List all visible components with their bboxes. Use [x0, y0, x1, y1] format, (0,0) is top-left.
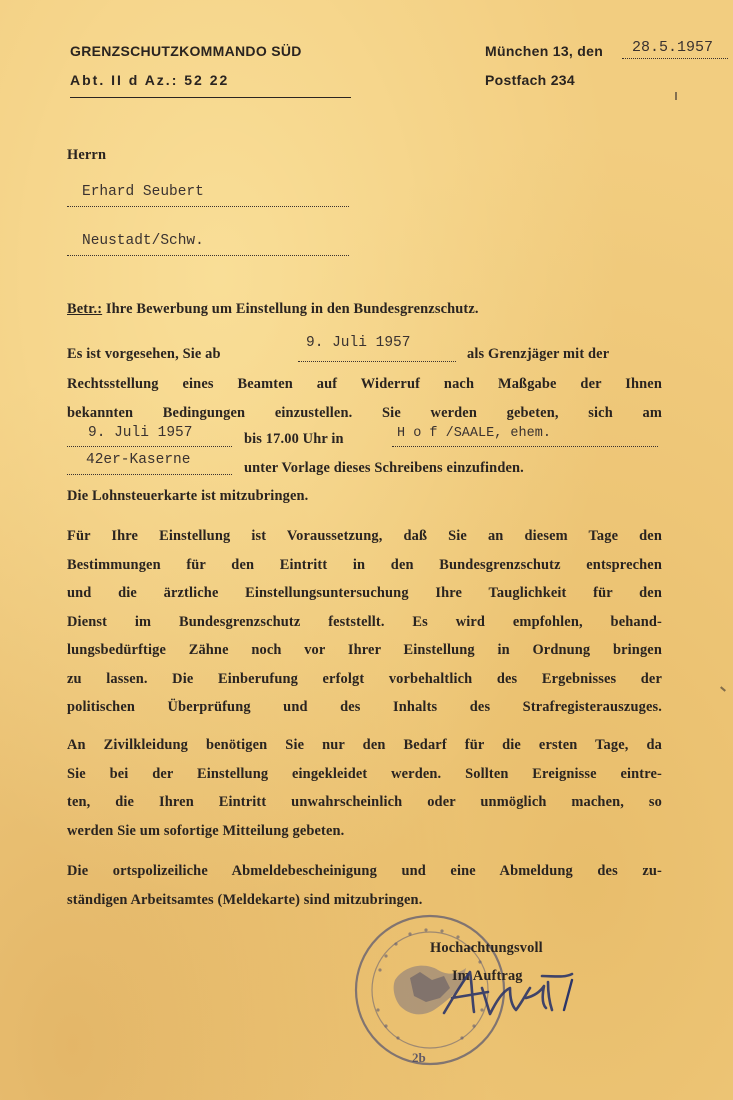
location-line [392, 446, 658, 447]
para3-line: ten, die Ihren Eintritt unwahrscheinlich oder unmöglich machen, so [67, 794, 662, 810]
para4-line: Die ortspolizeiliche Abmeldebescheinigung und eine Abmeldung des zu- [67, 863, 662, 879]
para2-line: politischen Überprüfung und des Inhalts des Strafregisterauszuges. [67, 699, 662, 715]
address-line-1 [67, 206, 349, 207]
handwritten-signature [430, 958, 590, 1028]
para1-line4-a: bis 17.00 Uhr in [244, 431, 344, 447]
report-location: H o f /SAALE, ehem. [397, 426, 551, 441]
para3-line: Sie bei der Einstellung eingekleidet werden. Sollten Ereignisse eintre- [67, 765, 662, 782]
postbox: Postfach 234 [485, 72, 575, 88]
place-date-label: München 13, den [485, 43, 604, 59]
authority-name: GRENZSCHUTZKOMMANDO SÜD [70, 43, 302, 59]
address-line-2 [67, 255, 349, 256]
subject-line [67, 301, 479, 318]
para2-line: und die ärztliche Einstellungsuntersuchung Ihre Tauglichkeit für den [67, 585, 662, 601]
addressee-name: Erhard Seubert [82, 184, 204, 200]
addressee-town: Neustadt/Schw. [82, 233, 204, 249]
letter-date: 28.5.1957 [632, 39, 714, 56]
start-date: 9. Juli 1957 [306, 335, 411, 351]
para1-line1-a: Es ist vorgesehen, Sie ab [67, 346, 221, 362]
para3-line: An Zivilkleidung benötigen Sie nur den Bedarf für die ersten Tage, da [67, 737, 662, 753]
barracks: 42er-Kaserne [86, 452, 191, 468]
on-behalf: Im Auftrag [452, 968, 523, 984]
para4-block [67, 857, 662, 914]
stamp-number: 2b [412, 1050, 426, 1065]
para1-block [67, 370, 662, 427]
subject-text: Ihre Bewerbung um Einstellung in den Bundesgrenzschutz. [105, 301, 479, 317]
salutation: Herrn [67, 147, 107, 163]
para1-line6: Die Lohnsteuerkarte ist mitzubringen. [67, 488, 309, 504]
para3-block [67, 731, 662, 845]
para1-line2: Rechtsstellung eines Beamten auf Widerruf nach Maßgabe der Ihnen [67, 376, 662, 392]
report-date: 9. Juli 1957 [88, 425, 193, 441]
closing-greeting: Hochachtungsvoll [430, 940, 543, 956]
start-date-line [298, 361, 456, 362]
para1-line3: bekannten Bedingungen einzustellen. Sie werden gebeten, sich am [67, 404, 662, 421]
scan-mark [720, 686, 726, 691]
scan-mark [675, 92, 677, 100]
date-dotted-line [622, 58, 728, 59]
report-date-line [67, 446, 232, 447]
para2-line: zu lassen. Die Einberufung erfolgt vorbehaltlich des Ergebnisses der [67, 670, 662, 687]
subject-label: Betr.: [67, 301, 103, 317]
para4-line: ständigen Arbeitsamtes (Meldekarte) sind mitzubringen. [67, 891, 423, 908]
para1-line1-b: als Grenzjäger mit der [467, 346, 610, 362]
header-rule [70, 97, 351, 98]
para2-line: Bestimmungen für den Eintritt in den Bundesgrenzschutz entsprechen [67, 556, 662, 573]
para3-line: werden Sie um sofortige Mitteilung gebeten. [67, 822, 345, 839]
reference-number: Abt. II d Az.: 52 22 [70, 72, 230, 88]
para1-line5: unter Vorlage dieses Schreibens einzufinden. [244, 460, 524, 476]
barracks-line [67, 474, 232, 475]
para2-block [67, 522, 662, 722]
para2-line: Dienst im Bundesgrenzschutz feststellt. Es wird empfohlen, behand- [67, 613, 662, 630]
para2-line: Für Ihre Einstellung ist Voraussetzung, daß Sie an diesem Tage den [67, 528, 662, 544]
para2-line: lungsbedürftige Zähne noch vor Ihrer Einstellung in Ordnung bringen [67, 642, 662, 658]
